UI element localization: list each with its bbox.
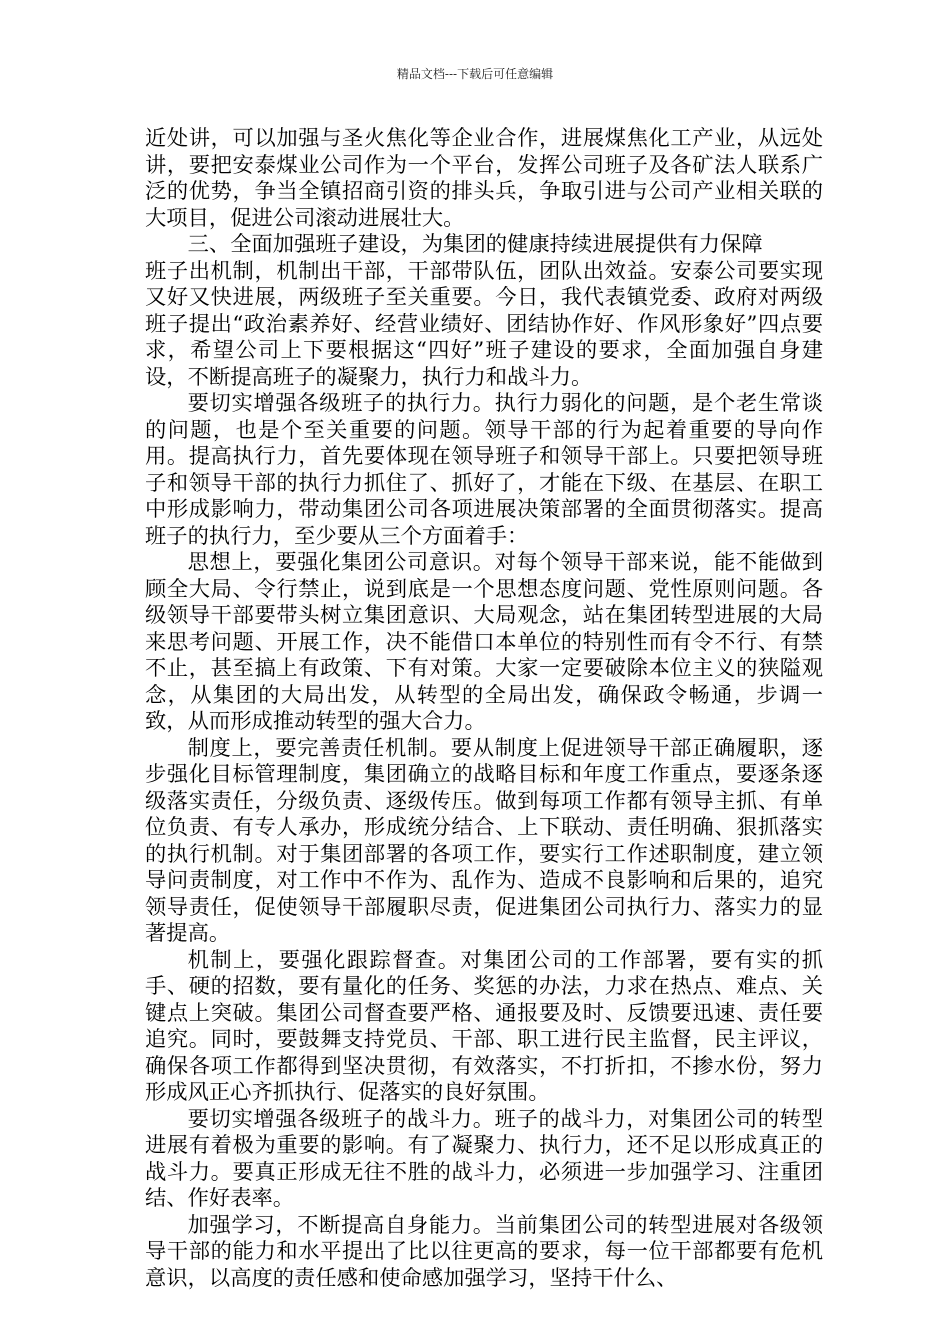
paragraph-5: 制度上，要完善责任机制。要从制度上促进领导干部正确履职，逐步强化目标管理制度，集团确立的战略目标和年度工作重点，要逐条逐级落实责任，分级负责、逐级传压。做到每项工作都有领导主抓、有单位负责、有专人承办，形成统分结合、上下联动、责任明确、狠抓落实的执行机制。对于集团部署的各项工作，要实行工作述职制度，建立领导问责制度，对工作中不作为、乱作为、造成不良影响和后果的，追究领导责任，促使领导干部履职尽责，促进集团公司执行力、落实力的显著提高。 bbox=[145, 735, 823, 946]
paragraph-1: 近处讲，可以加强与圣火焦化等企业合作，进展煤焦化工产业，从远处讲，要把安泰煤业公司作为一个平台，发挥公司班子及各矿法人联系广泛的优势，争当全镇招商引资的排头兵，争取引进与公司产业相关联的大项目，促进公司滚动进展壮大。 bbox=[145, 126, 823, 231]
paragraph-7: 要切实增强各级班子的战斗力。班子的战斗力，对集团公司的转型进展有着极为重要的影响。有了凝聚力、执行力，还不足以形成真正的战斗力。要真正形成无往不胜的战斗力，必须进一步加强学习、注重团结、作好表率。 bbox=[145, 1106, 823, 1211]
paragraph-6: 机制上，要强化跟踪督查。对集团公司的工作部署，要有实的抓手、硬的招数，要有量化的任务、奖惩的办法，力求在热点、难点、关键点上突破。集团公司督查要严格、通报要及时、反馈要迅速、责任要追究。同时，要鼓舞支持党员、干部、职工进行民主监督，民主评议，确保各项工作都得到坚决贯彻，有效落实，不打折扣，不掺水份，努力形成风正心齐抓执行、促落实的良好氛围。 bbox=[145, 947, 823, 1105]
header-text: 精品文档---下载后可任意编辑 bbox=[396, 67, 554, 81]
page-header bbox=[0, 66, 950, 82]
paragraph-2: 班子出机制，机制出干部，干部带队伍，团队出效益。安泰公司要实现又好又快进展，两级班子至关重要。今日，我代表镇党委、政府对两级班子提出“政治素养好、经营业绩好、团结协作好、作风形象好”四点要求，希望公司上下要根据这“四好”班子建设的要求，全面加强自身建设，不断提高班子的凝聚力，执行力和战斗力。 bbox=[145, 258, 823, 390]
document-body bbox=[145, 126, 823, 1292]
section-heading: 三、全面加强班子建设，为集团的健康持续进展提供有力保障 bbox=[187, 232, 763, 257]
paragraph-4: 思想上，要强化集团公司意识。对每个领导干部来说，能不能做到顾全大局、令行禁止，说到底是一个思想态度问题、党性原则问题。各级领导干部要带头树立集团意识、大局观念，站在集团转型进展的大局来思考问题、开展工作，决不能借口本单位的特别性而有令不行、有禁不止，甚至搞上有政策、下有对策。大家一定要破除本位主义的狭隘观念，从集团的大局出发，从转型的全局出发，确保政令畅通，步调一致，从而形成推动转型的强大合力。 bbox=[145, 550, 823, 734]
paragraph-3: 要切实增强各级班子的执行力。执行力弱化的问题，是个老生常谈的问题，也是个至关重要的问题。领导干部的行为起着重要的导向作用。提高执行力，首先要体现在领导班子和领导干部上。只要把领导班子和领导干部的执行力抓住了、抓好了，才能在下级、在基层、在职工中形成影响力，带动集团公司各项进展决策部署的全面贯彻落实。提高班子的执行力，至少要从三个方面着手： bbox=[145, 391, 823, 549]
paragraph-8: 加强学习，不断提高自身能力。当前集团公司的转型进展对各级领导干部的能力和水平提出了比以往更高的要求，每一位干部都要有危机意识，以高度的责任感和使命感加强学习，坚持干什么、 bbox=[145, 1212, 823, 1291]
